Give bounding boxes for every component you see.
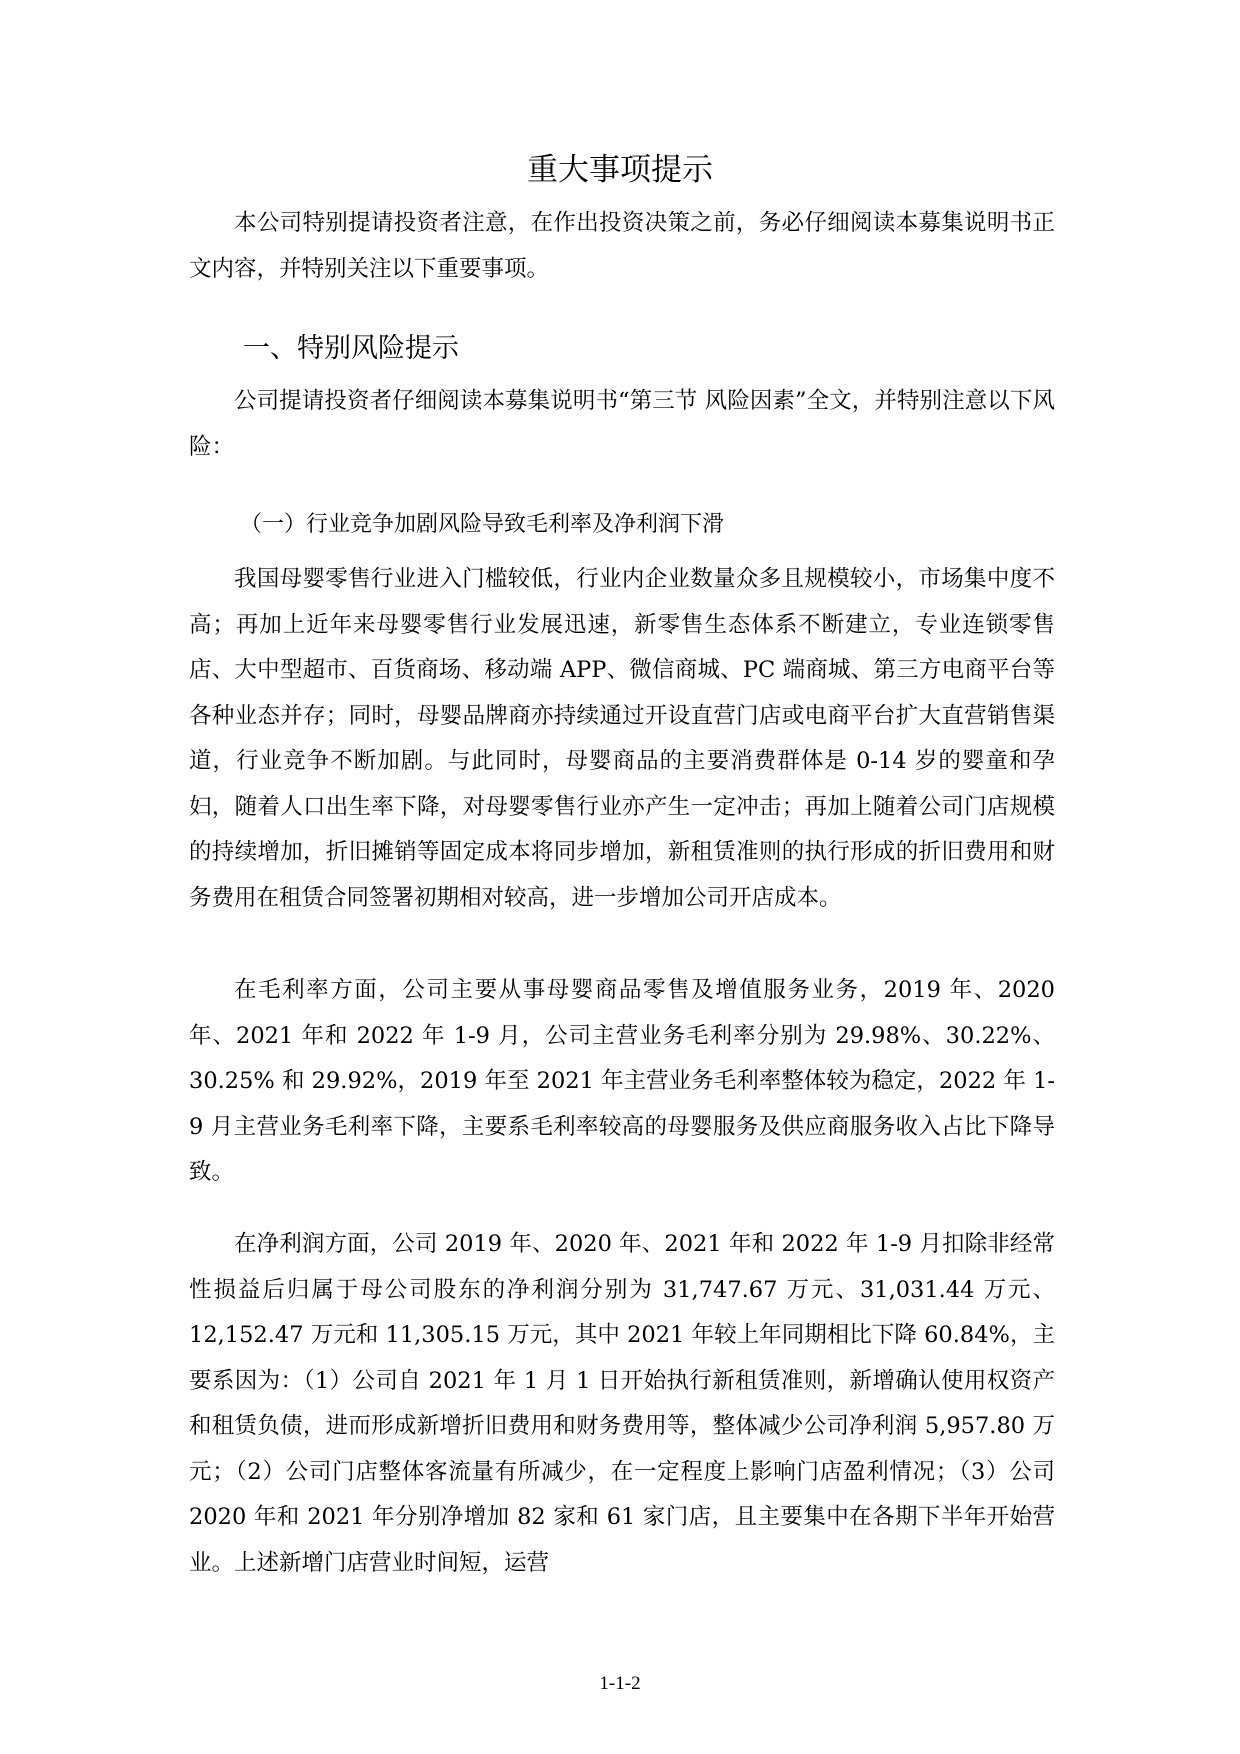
gross-margin-paragraph: 在毛利率方面，公司主要从事母婴商品零售及增值服务业务，2019 年、2020 年、2021 年和 2022 年 1-9 月，公司主营业务毛利率分别为 29.98%、30.22%、30.25% 和 29.92%，2019 年至 2021 年主营业务毛利率整体较为稳定，2022 年 1-9 月主营业务毛利率下降，主要系毛利率较高的母婴服务及供应商服务收入占比下降导致。	[189, 977, 1055, 1185]
page-number: 1-1-2	[599, 1673, 641, 1694]
subsection-heading-competition-risk: （一）行业竞争加剧风险导致毛利率及净利润下滑	[240, 512, 725, 537]
section-heading-special-risk: 一、特别风险提示	[243, 333, 459, 364]
intro-paragraph: 本公司特别提请投资者注意，在作出投资决策之前，务必仔细阅读本募集说明书正文内容，并特别关注以下重要事项。	[189, 210, 1055, 282]
page-title: 重大事项提示	[527, 152, 713, 188]
competition-risk-paragraph: 我国母婴零售行业进入门槛较低，行业内企业数量众多且规模较小，市场集中度不高；再加上近年来母婴零售行业发展迅速，新零售生态体系不断建立，专业连锁零售店、大中型超市、百货商场、移动端 APP、微信商城、PC 端商城、第三方电商平台等各种业态并存；同时，母婴品牌商亦持续通过开设直营门店或电商平台扩大直营销售渠道，行业竞争不断加剧。与此同时，母婴商品的主要消费群体是 0-14 岁的婴童和孕妇，随着人口出生率下降，对母婴零售行业亦产生一定冲击；再加上随着公司门店规模的持续增加，折旧摊销等固定成本将同步增加，新租赁准则的执行形成的折旧费用和财务费用在租赁合同签署初期相对较高，进一步增加公司开店成本。	[189, 566, 1055, 911]
section-intro-paragraph: 公司提请投资者仔细阅读本募集说明书“第三节 风险因素”全文，并特别注意以下风险：	[189, 388, 1055, 460]
net-profit-paragraph: 在净利润方面，公司 2019 年、2020 年、2021 年和 2022 年 1-9 月扣除非经常性损益后归属于母公司股东的净利润分别为 31,747.67 万元、31,031.44 万元、 12,152.47 万元和 11,305.15 万元，其中 2021 年较上年同期相比下降 60.84%，主要系因为：（1）公司自 2021 年 1 月 1 日开始执行新租赁准则，新增确认使用权资产和租赁负债，进而形成新增折旧费用和财务费用等，整体减少公司净利润 5,957.80 万元；（2）公司门店整体客流量有所减少，在一定程度上影响门店盈利情况；（3）公司 2020 年和 2021 年分别净增加 82 家和 61 家门店，且主要集中在各期下半年开始营业。上述新增门店营业时间短，运营	[189, 1231, 1055, 1576]
